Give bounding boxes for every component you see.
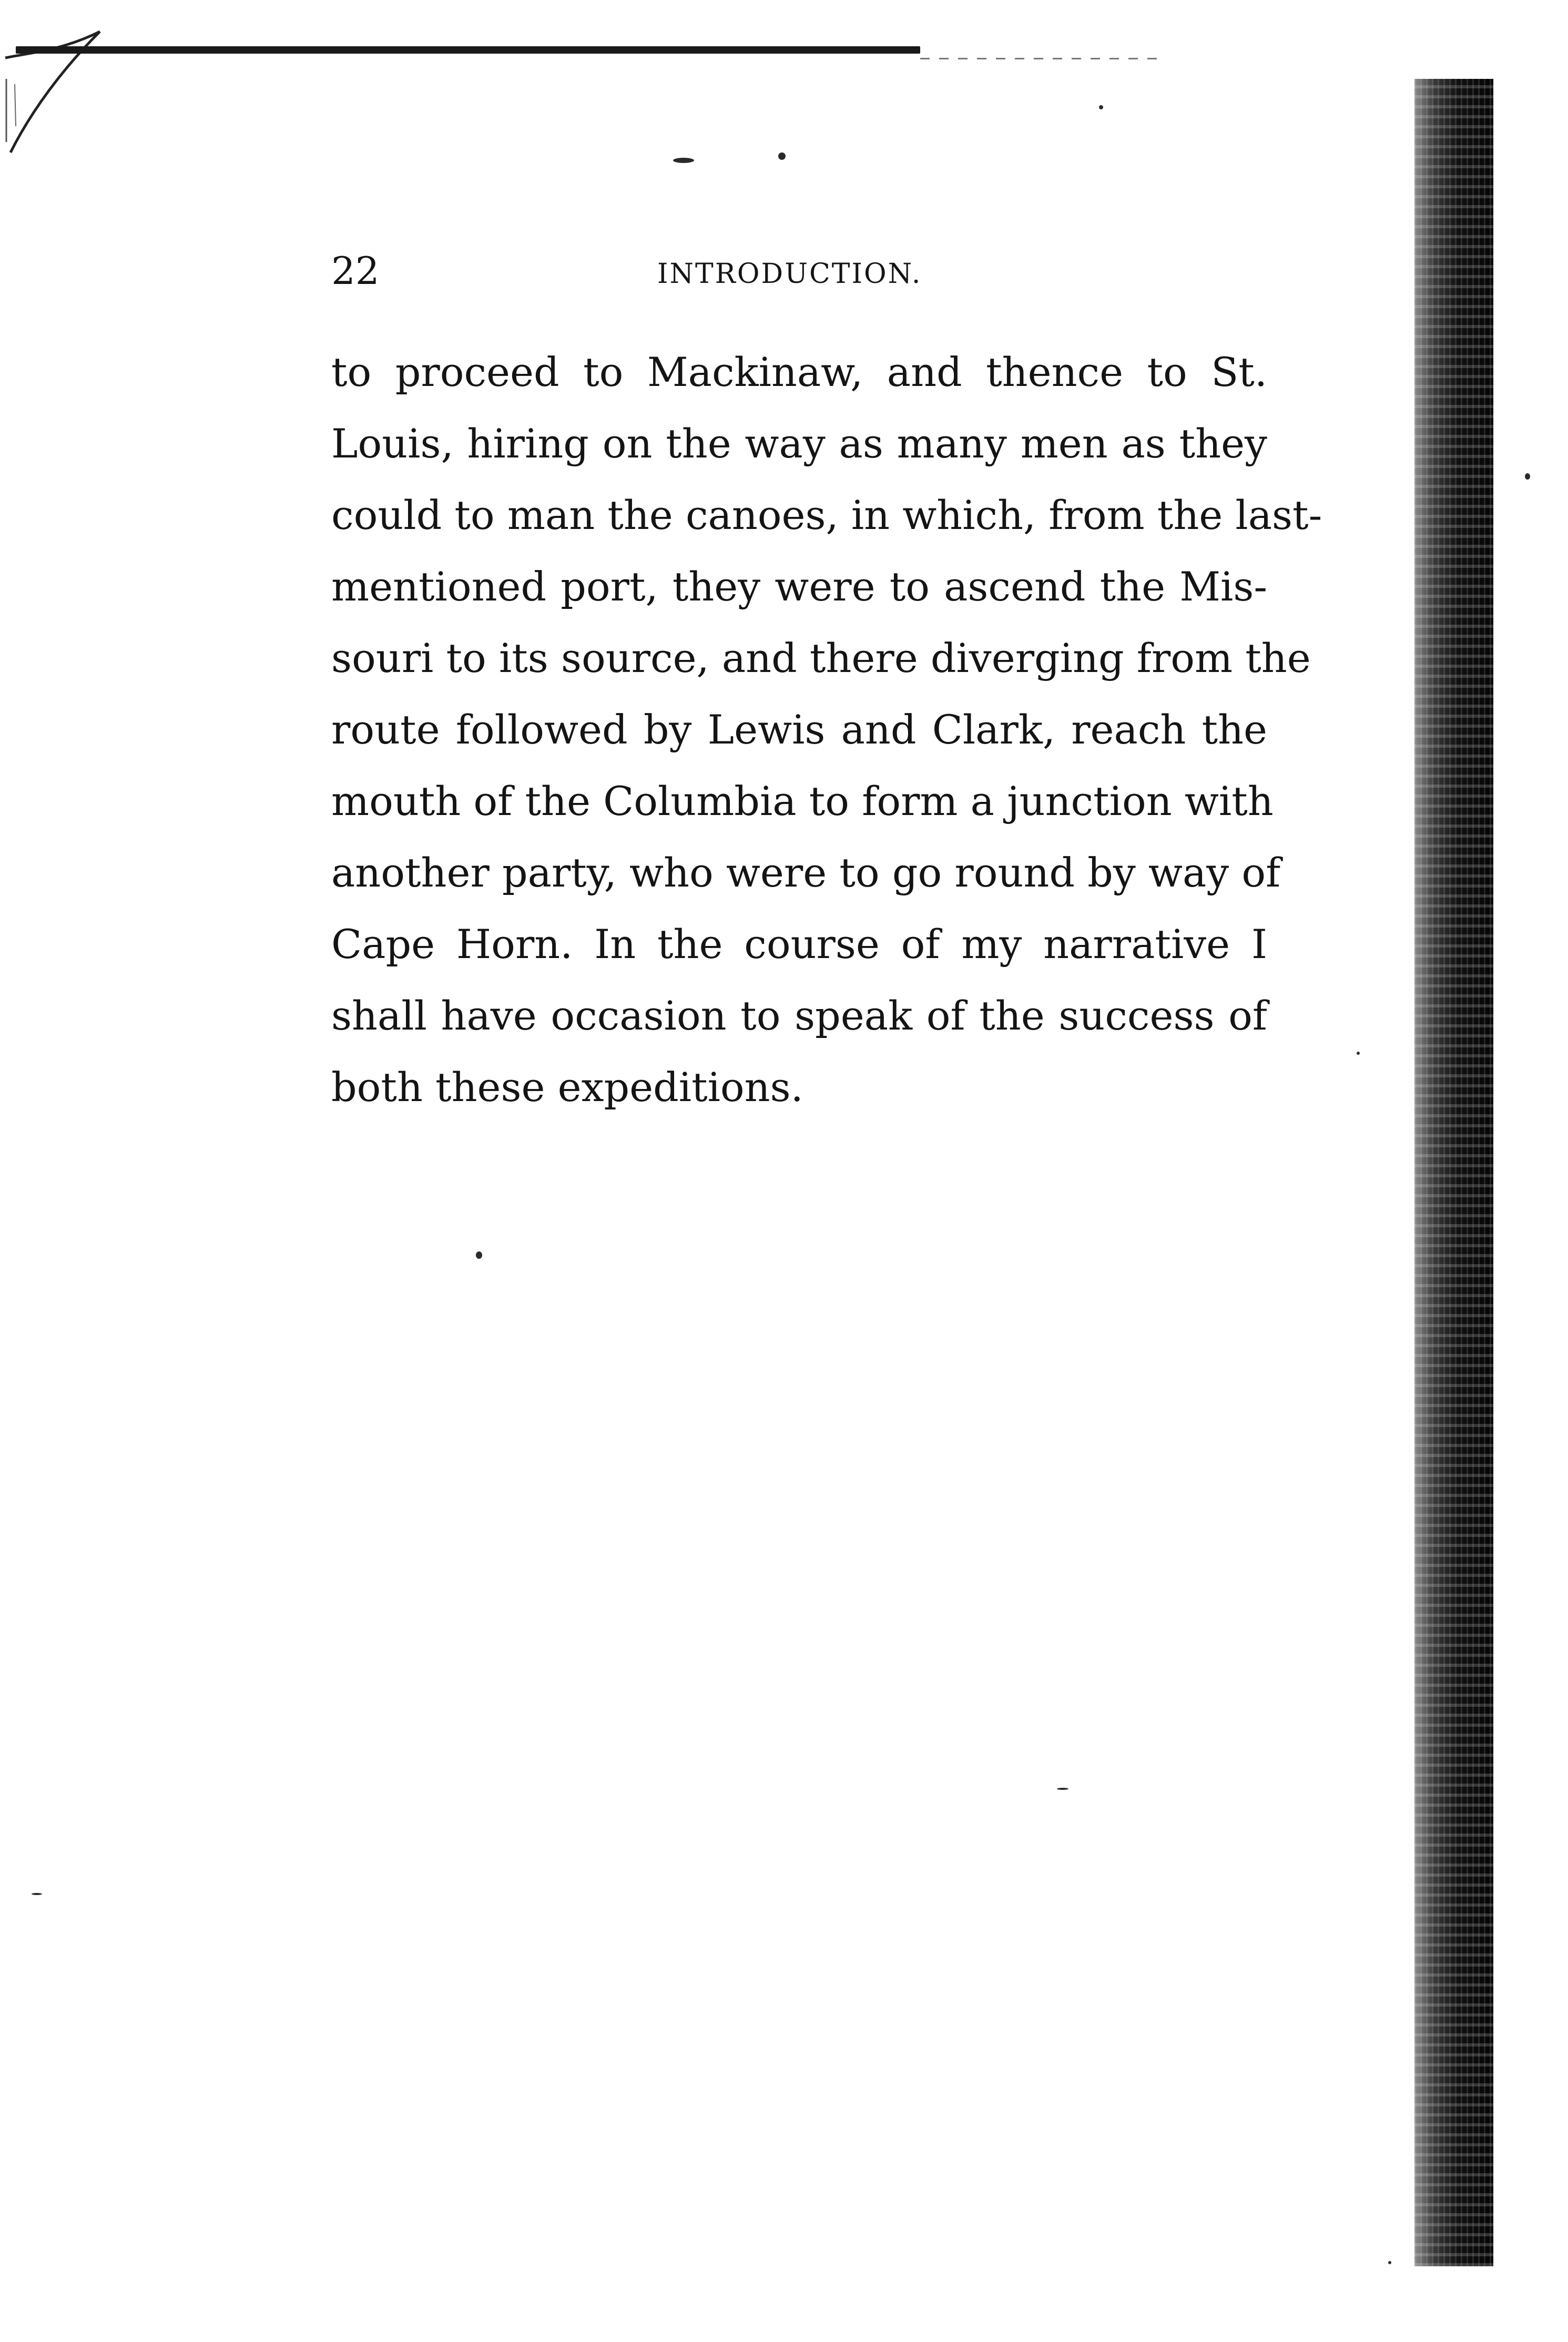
text-line: Louis, hiring on the way as many men as they bbox=[331, 420, 1267, 467]
page-header bbox=[331, 247, 1267, 294]
scan-speck bbox=[673, 158, 694, 163]
text-line: Cape Horn. In the course of my narrative I bbox=[331, 921, 1267, 968]
scan-speck bbox=[1388, 2261, 1391, 2264]
scan-speck bbox=[778, 152, 786, 160]
scan-speck bbox=[1099, 105, 1103, 109]
text-line: mouth of the Columbia to form a junction with bbox=[331, 778, 1274, 824]
top-rule-dashed bbox=[920, 58, 1157, 59]
scan-speck bbox=[1057, 1788, 1068, 1790]
scan-speck bbox=[32, 1893, 42, 1895]
scan-speck bbox=[1525, 473, 1530, 480]
text-line: to proceed to Mackinaw, and thence to St. bbox=[331, 349, 1267, 395]
page-binding-edge bbox=[1414, 79, 1493, 2266]
body-paragraph bbox=[331, 337, 1322, 1123]
text-line: mentioned port, they were to ascend the Mis- bbox=[331, 563, 1267, 610]
corner-pen-mark bbox=[0, 21, 137, 158]
text-line: could to man the canoes, in which, from the last- bbox=[331, 492, 1322, 538]
text-line: route followed by Lewis and Clark, reach the bbox=[331, 706, 1267, 753]
text-line: another party, who were to go round by way of bbox=[331, 849, 1281, 896]
text-line: shall have occasion to speak of the success of bbox=[331, 992, 1267, 1039]
scan-speck bbox=[1357, 1052, 1360, 1055]
top-rule-line bbox=[16, 46, 920, 54]
running-head: INTRODUCTION. bbox=[657, 258, 922, 290]
page-number: 22 bbox=[331, 249, 380, 293]
text-line: both these expeditions. bbox=[331, 1064, 803, 1111]
text-line: souri to its source, and there diverging from the bbox=[331, 635, 1311, 681]
scan-speck bbox=[476, 1251, 482, 1259]
